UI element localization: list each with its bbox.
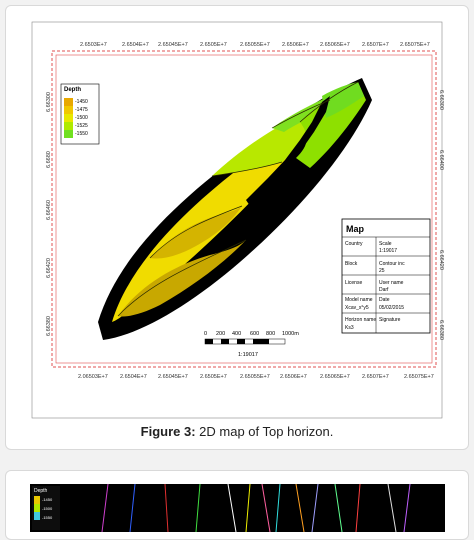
- legend-entry: -1550: [75, 131, 88, 137]
- scale-tick: 400: [232, 331, 242, 337]
- info-label: License: [345, 280, 363, 286]
- x-tick-bottom: 2.65045E+7: [158, 374, 188, 380]
- x-tick-bottom: 2.06503E+7: [78, 374, 108, 380]
- info-label: User name: [379, 280, 404, 286]
- x-ticks-bottom: [78, 374, 434, 380]
- y-tick-left: 6.66380: [46, 316, 52, 336]
- info-value: 1:19017: [379, 248, 398, 254]
- info-value: Ks3: [345, 325, 354, 331]
- second-legend-entry: -1550: [42, 515, 53, 520]
- x-ticks-top: [80, 42, 430, 48]
- info-box: [342, 219, 430, 333]
- y-tick-right: 6.66300: [438, 90, 444, 110]
- x-tick-bottom: 2.6505E+7: [200, 374, 227, 380]
- legend-entry: -1500: [75, 115, 88, 121]
- scale-tick: 1000m: [282, 331, 299, 337]
- y-tick-left: 6.66300: [46, 92, 52, 112]
- scale-tick: 200: [216, 331, 226, 337]
- legend-entry: -1475: [75, 107, 88, 113]
- x-tick-top: 2.6503E+7: [80, 42, 107, 48]
- second-legend-entry: -1450: [42, 497, 53, 502]
- x-tick-top: 2.6507E+7: [362, 42, 389, 48]
- x-tick-top: 2.6505E+7: [200, 42, 227, 48]
- info-label: Country: [345, 241, 363, 247]
- info-title: Map: [346, 224, 364, 234]
- info-label: Date: [379, 297, 390, 303]
- y-tick-right: 6.66400: [438, 150, 444, 170]
- x-tick-top: 2.65075E+7: [400, 42, 430, 48]
- y-tick-left: 6.66460: [46, 200, 52, 220]
- info-label: Horizon name: [345, 317, 377, 323]
- x-tick-top: 2.6504E+7: [122, 42, 149, 48]
- info-label: Model name: [345, 297, 373, 303]
- second-legend-title: Depth: [34, 488, 48, 494]
- x-tick-bottom: 2.6507E+7: [362, 374, 389, 380]
- x-tick-bottom: 2.6504E+7: [120, 374, 147, 380]
- info-label: Signature: [379, 317, 401, 323]
- x-tick-top: 2.6506E+7: [282, 42, 309, 48]
- depth-legend: [61, 84, 99, 144]
- info-label: Scale: [379, 241, 392, 247]
- info-value: 25: [379, 268, 385, 274]
- info-label: Block: [345, 261, 358, 267]
- caption-label: Figure 3:: [140, 424, 196, 439]
- second-figure: [0, 484, 474, 532]
- legend-entry: -1525: [75, 123, 88, 129]
- scale-tick: 0: [204, 331, 208, 337]
- info-value: 05/02/2015: [379, 305, 405, 311]
- info-label: Contour inc: [379, 261, 405, 267]
- info-value: Darf: [379, 287, 389, 293]
- legend-title: Depth: [64, 87, 81, 93]
- x-tick-bottom: 2.65075E+7: [404, 374, 434, 380]
- info-value: Xcav_x°y5: [345, 305, 369, 311]
- x-tick-bottom: 2.65055E+7: [240, 374, 270, 380]
- legend-entry: -1450: [75, 99, 88, 105]
- x-tick-top: 2.65065E+7: [320, 42, 350, 48]
- x-tick-top: 2.65045E+7: [158, 42, 188, 48]
- y-tick-left: 6.6680: [46, 151, 52, 168]
- caption-text: 2D map of Top horizon.: [199, 424, 334, 439]
- figure-caption: [0, 424, 474, 439]
- scale-tick: 800: [266, 331, 276, 337]
- y-tick-right: 6.66380: [438, 320, 444, 340]
- y-tick-right: 6.66420: [438, 250, 444, 270]
- scale-tick: 600: [250, 331, 260, 337]
- y-tick-left: 6.66420: [46, 258, 52, 278]
- x-tick-bottom: 2.65065E+7: [320, 374, 350, 380]
- scale-ratio: 1:19017: [238, 352, 258, 358]
- second-legend-entry: -1500: [42, 506, 53, 511]
- x-tick-bottom: 2.6506E+7: [280, 374, 307, 380]
- x-tick-top: 2.65055E+7: [240, 42, 270, 48]
